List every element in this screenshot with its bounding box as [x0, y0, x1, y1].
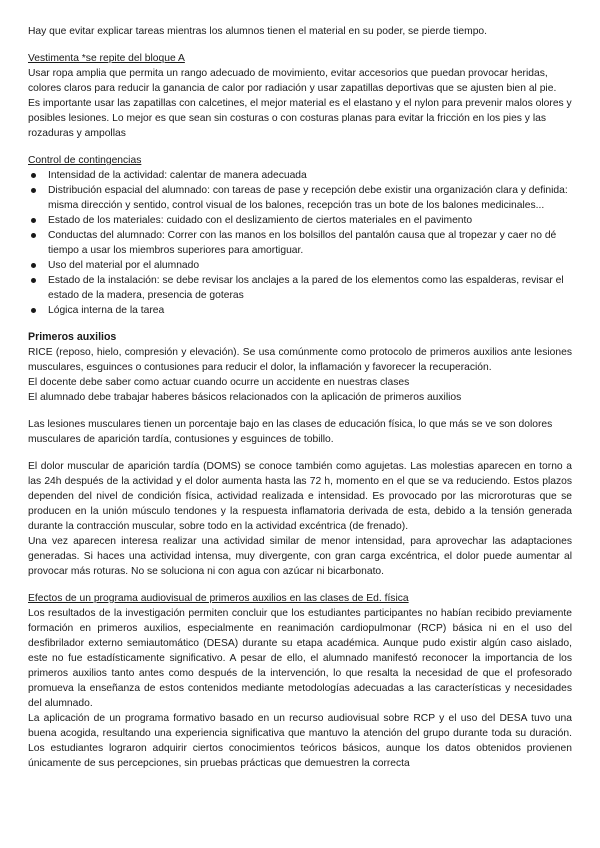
vestimenta-heading: Vestimenta *se repite del bloque A: [28, 53, 185, 64]
list-item: Lógica interna de la tarea: [28, 303, 572, 318]
primeros-auxilios-heading: Primeros auxilios: [28, 331, 117, 343]
list-item: Estado de la instalación: se debe revisar los anclajes a la pared de los elementos como las espalderas, revisar el estado de la madera, presencia de goteras: [28, 273, 572, 303]
list-item: Distribución espacial del alumnado: con tareas de pase y recepción debe existir una organización clara y definida: misma dirección y sentido, control visual de los balones, recepción tras un bote de los balones medicinales...: [28, 183, 572, 213]
rice-paragraph: RICE (reposo, hielo, compresión y elevación). Se usa comúnmente como protocolo de primeros auxilios ante lesiones musculares, esguinces o contusiones para reducir el dolor, la inflamación y favorecer la recuperación.: [28, 347, 572, 373]
alumnado-paragraph: El alumnado debe trabajar haberes básicos relacionados con la aplicación de primeros auxilios: [28, 392, 462, 403]
efectos-paragraph-1: Los resultados de la investigación permiten concluir que los estudiantes participantes no habían recibido previamente formación en primeros auxilios, especialmente en reanimación cardiopulmonar (RCP) básica ni en el uso del desfibrilador externo semiautomático (DESA) durante su etapa académica. Aunque pudo existir algún caso aislado, este no fue estadísticamente significativo. A pesar de ello, el alumnado manifestó reconocer la importancia de los primeros auxilios tanto antes como después de la intervención, lo que resalta la necesidad de que el profesorado promueva la enseñanza de estos contenidos mediante metodologías adecuadas a las características y necesidades del alumnado.: [28, 608, 572, 709]
efectos-heading: Efectos de un programa audiovisual de primeros auxilios en las clases de Ed. física: [28, 593, 409, 604]
contingencias-heading: Control de contingencias: [28, 155, 142, 166]
efectos-paragraph-2: La aplicación de un programa formativo basado en un recurso audiovisual sobre RCP y el uso del DESA tuvo una buena acogida, resultando una experiencia significativa que mantuvo la atención del grupo durante toda su duración. Los estudiantes lograron adquirir ciertos conocimientos teóricos básicos, aunque los datos obtenidos provienen únicamente de sus percepciones, sin pruebas prácticas que demuestren la correcta: [28, 713, 572, 769]
lesiones-paragraph: Las lesiones musculares tienen un porcentaje bajo en las clases de educación física, lo que más se ve son dolores musculares de aparición tardía, contusiones y esguinces de tobillo.: [28, 419, 553, 445]
adaptaciones-paragraph: Una vez aparecen interesa realizar una actividad similar de menor intensidad, para aprovechar las adaptaciones generadas. Si haces una actividad intensa, muy divergente, con gran carga excéntrica, el dolor puede aumentar al provocar más roturas. No se soluciona ni con agua con azúcar ni bicarbonato.: [28, 536, 572, 577]
vestimenta-paragraph-1: Usar ropa amplia que permita un rango adecuado de movimiento, evitar accesorios que puedan provocar heridas, colores claros para reducir la ganancia de calor por radiación y usar zapatillas deportivas que se ajusten bien al pie.: [28, 68, 557, 94]
intro-paragraph: Hay que evitar explicar tareas mientras los alumnos tienen el material en su poder, se pierde tiempo.: [28, 26, 488, 37]
doms-paragraph: El dolor muscular de aparición tardía (DOMS) se conoce también como agujetas. Las molestias aparecen en torno a las 24h después de la actividad y el dolor aumenta hasta las 72 h, momento en el que se va reduciendo. Estos plazos dependen del nivel de condición física, actividad realizada e intensidad. Es provocado por las microroturas que se producen en la unión músculo tendones y la respuesta inflamatoria derivada de esta, debido a la tensión generada durante la contracción muscular, sobre todo en la actividad excéntrica (de frenado).: [28, 461, 572, 532]
list-item: Uso del material por el alumnado: [28, 258, 572, 273]
list-item: Intensidad de la actividad: calentar de manera adecuada: [28, 168, 572, 183]
docente-paragraph: El docente debe saber como actuar cuando ocurre un accidente en nuestras clases: [28, 377, 410, 388]
list-item: Conductas del alumnado: Correr con las manos en los bolsillos del pantalón causa que al tropezar y caer no dé tiempo a usar los miembros superiores para amortiguar.: [28, 228, 572, 258]
document-page: [28, 24, 572, 771]
vestimenta-paragraph-2: Es importante usar las zapatillas con calcetines, el mejor material es el elastano y el nylon para prevenir malos olores y posibles lesiones. Lo mejor es que sean sin costuras o con costuras planas para evitar la fricción en los pies y las rozaduras y ampollas: [28, 98, 572, 139]
list-item: Estado de los materiales: cuidado con el deslizamiento de ciertos materiales en el pavimento: [28, 213, 572, 228]
contingencias-list: [28, 168, 572, 318]
